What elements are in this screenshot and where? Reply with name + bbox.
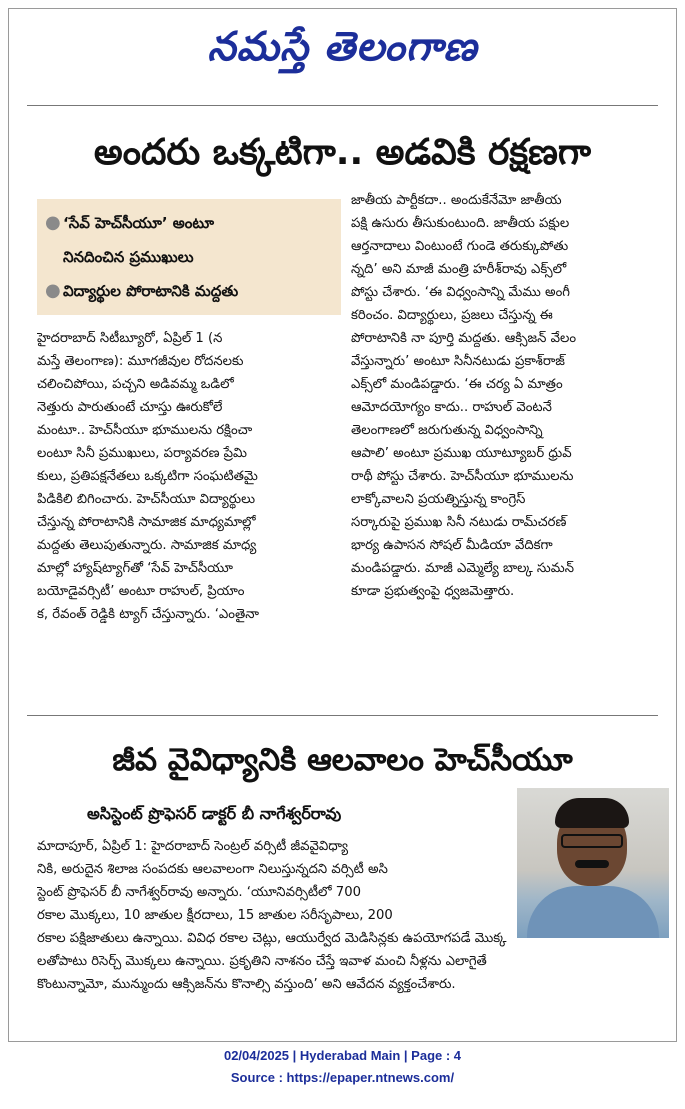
body-line: చేస్తున్న పోరాటానికి సామాజిక మాధ్యమాల్లో [37, 515, 256, 530]
body-line: పక్షి ఉసురు తీసుకుంటుంది. జాతీయ పక్షుల [351, 216, 570, 231]
body-line: మద్దతు తెలుపుతున్నారు. సామాజిక మాధ్య [37, 538, 257, 553]
body-line: మండిపడ్డారు. మాజీ ఎమ్మెల్యే బాల్క సుమన్ [351, 561, 574, 576]
body-line: జాతీయ పార్టీకదా.. అందుకేనేమో జాతీయ [351, 193, 562, 208]
body-line: ఆర్తనాదాలు వింటుంటే గుండె తరుక్కుపోతు [351, 239, 569, 254]
body-line: సర్కారుపై ప్రముఖ సినీ నటుడు రామ్‌చరణ్ [351, 515, 567, 530]
body-line: స్టెంట్ ప్రొఫెసర్ బీ నాగేశ్వర్‌రావు అన్నారు. ‘యూనివర్సిటీలో 700 [37, 885, 361, 900]
body-line: ఆమోదయోగ్యం కాదు.. రాహుల్ వెంటనే [351, 400, 552, 415]
highlight-item: ● ‘సేవ్ హెచ్‌సీయూ’ అంటూ [45, 209, 333, 237]
body-line: నెత్తురు పారుతుంటే చూస్తు ఊరుకోలే [37, 400, 223, 415]
body-line: తెలంగాణలో జరుగుతున్న విధ్వంసాన్ని [351, 423, 543, 438]
body-line: కులు, ప్రతిపక్షనేతలు ఒక్కటిగా సంఘటితమై [37, 469, 258, 484]
body-line: మాదాపూర్, ఏప్రిల్ 1: హైదరాబాద్ సెంట్రల్ వర్సిటీ జీవవైవిధ్యా [37, 839, 349, 854]
highlight-item: నినదించిన ప్రముఖులు [63, 248, 194, 266]
bullet-icon: ● [45, 212, 61, 233]
body-line: చలించిపోయి, పచ్చని అడివమ్మ ఒడిలో [37, 377, 234, 392]
divider [27, 715, 658, 716]
body-line: భార్య ఉపాసన సోషల్ మీడియా వేదికగా [351, 538, 553, 553]
body-line: ఆపాలి’ అంటూ ప్రముఖ యూట్యూబర్ ధ్రువ్ [351, 446, 572, 461]
article2-headline: జీవ వైవిధ్యానికి ఆలవాలం హెచ్‌సీయూ [112, 742, 573, 778]
footer-date: 02/04/2025 | Hyderabad Main | Page : 4 [223, 1048, 462, 1063]
body-line: పిడికిలి బిగించారు. హెచ్‌సీయూ విద్యార్థులు [37, 492, 256, 507]
body-line: కరించం. విద్యార్థులు, ప్రజలు చేస్తున్న ఈ [351, 308, 553, 323]
article-left-column [37, 327, 341, 707]
article2-body [37, 835, 657, 1005]
body-line: రకాల మొక్కలు, 10 జాతుల క్షీరదాలు, 15 జాతుల సరీసృపాలు, 200 [37, 908, 393, 923]
body-line: కొంటున్నామో, మున్ముందు ఆక్సిజన్‌ను కొనాల్సి వస్తుంది’ అని ఆవేదన వ్యక్తంచేశారు. [37, 977, 456, 992]
body-line: హైదరాబాద్ సిటీబ్యూరో, ఏప్రిల్ 1 (న [37, 331, 223, 346]
body-line: క, రేవంత్ రెడ్డికి ట్యాగ్ చేస్తున్నారు. ‘ఎంతైనా [37, 607, 259, 622]
footer-source: Source : https://epaper.ntnews.com/ [230, 1070, 455, 1085]
body-line: పోస్టు చేశారు. ‘ఈ విధ్వంసాన్ని మేము అంగీ [351, 285, 570, 300]
body-line: మస్తే తెలంగాణ): మూగజీవుల రోదనలకు [37, 354, 244, 369]
body-line: ఎక్స్‌లో మండిపడ్డారు. ‘ఈ చర్య ఏ మాత్రం [351, 377, 563, 392]
masthead-logo: నమస్తే తెలంగాణ [207, 23, 478, 70]
body-line: నికి, అరుదైన శిలాజ సంపదకు ఆలవాలంగా నిలుస్తున్నదని వర్సిటీ అసి [37, 862, 388, 877]
body-line: న్నది’ అని మాజీ మంత్రి హరీశ్‌రావు ఎక్స్‌లో [351, 262, 567, 277]
highlights-box [37, 199, 341, 315]
highlight-item: ● విద్యార్థుల పోరాటానికి మద్దతు [45, 277, 333, 305]
body-line: వేస్తున్నారు’ అంటూ సినీనటుడు ప్రకాశ్‌రాజ్ [351, 354, 565, 369]
body-line: లాక్కోవాలని ప్రయత్నిస్తున్న కాంగ్రెస్ [351, 492, 526, 507]
body-line: రాథీ పోస్టు చేశారు. హెచ్‌సీయూ భూములను [351, 469, 574, 484]
body-line: లతోపాటు రిసెర్చ్ మొక్కలు ఉన్నాయి. ప్రకృతిని నాశనం చేస్తే ఇవాళ మంచి నీళ్లను ఎలాగైతే [37, 954, 487, 969]
body-line: రకాల పక్షిజాతులు ఉన్నాయి. వివిధ రకాల చెట్లు, ఆయుర్వేద మెడిసిన్లకు ఉపయోగపడే మొక్క [37, 931, 507, 946]
article2-byline: అసిస్టెంట్ ప్రొఫెసర్ డాక్టర్ బీ నాగేశ్వర్‌రావు [87, 804, 342, 823]
divider [27, 105, 658, 106]
body-line: లంటూ సినీ ప్రముఖులు, పర్యావరణ ప్రేమి [37, 446, 248, 461]
body-line: మంటూ.. హెచ్‌సీయూ భూములను రక్షించా [37, 423, 253, 438]
body-line: మాల్లో హ్యాష్‌ట్యాగ్‌తో ‘సేవ్ హెచ్‌సీయూ [37, 561, 233, 576]
body-line: పోరాటానికి నా పూర్తి మద్దతు. ఆక్సిజన్ వేలం [351, 331, 577, 346]
bullet-icon: ● [45, 280, 61, 301]
newspaper-page [8, 8, 677, 1042]
article-right-column [351, 189, 657, 701]
body-line: కూడా ప్రభుత్వంపై ధ్వజమెత్తారు. [351, 584, 515, 599]
body-line: బయోడైవర్సిటీ’ అంటూ రాహుల్, ప్రియాం [37, 584, 245, 599]
article-headline: అందరు ఒక్కటిగా.. అడవికి రక్షణగా [93, 132, 592, 173]
